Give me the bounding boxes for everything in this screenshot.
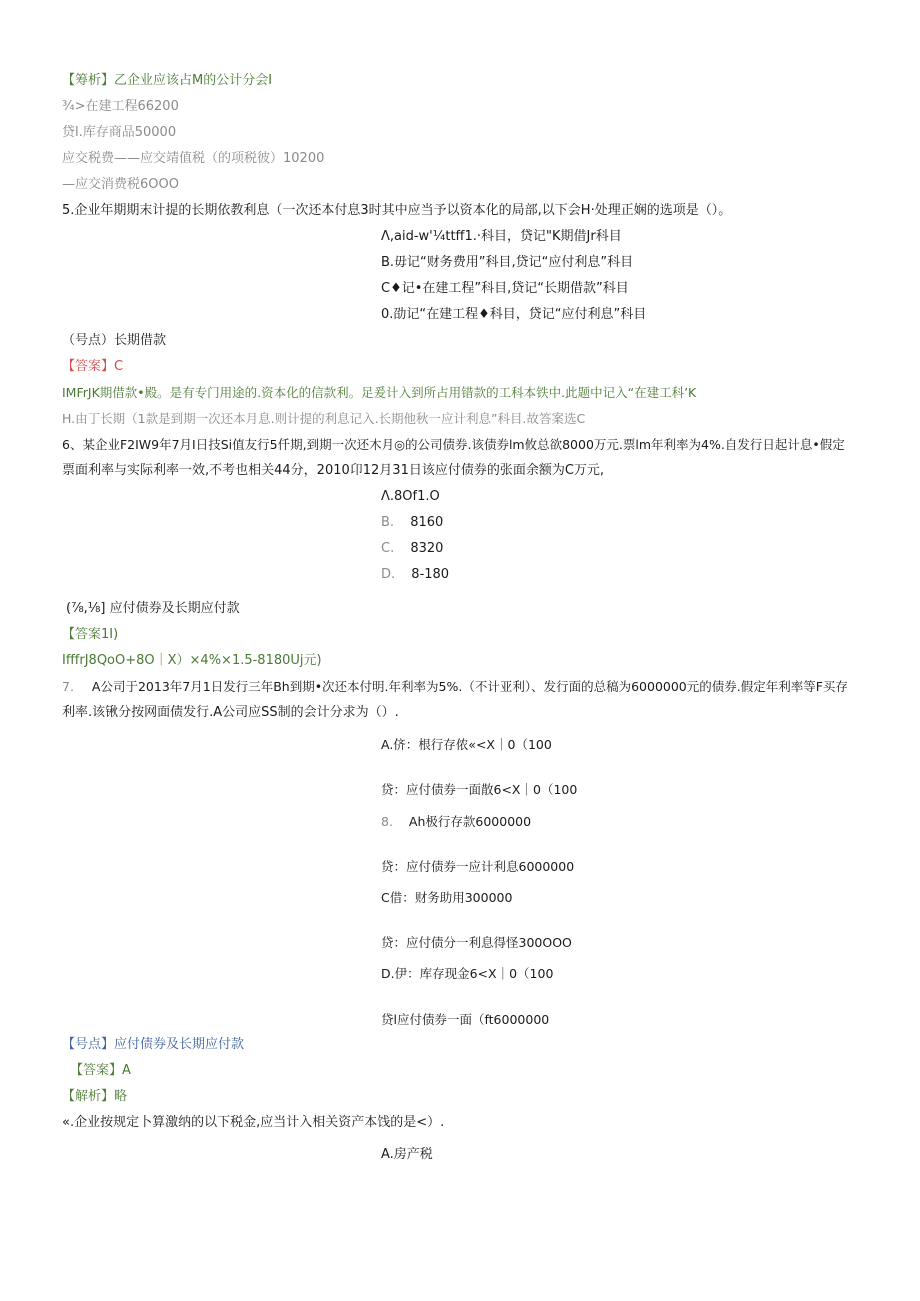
option-value: Ah极行存款6000000 — [408, 814, 532, 829]
option-b — [381, 514, 443, 532]
option-d: D.伊：库存现金6<X｜0（100 — [381, 966, 554, 981]
question-7 — [62, 678, 848, 696]
question-6: 6、某企业F2IW9年7月I日技Si值友行5仟期,到期一次还木月◎的公司债券.该债券lm攸总欲8000万元.票lm年利率为4%.自发行日起计息•假定 — [62, 437, 845, 452]
option-a: Λ.8Of1.O — [381, 489, 440, 504]
explanation-line: IMFrJK期借款•殿。是有专门用途的.资本化的信款利。足爰计入到所占用错款的工科本铁中.此题中记入“在建工科’K — [62, 385, 697, 400]
knowledge-point: （号点）长期借款 — [62, 333, 167, 348]
explanation-line: IfffrJ8QoO+8O｜X）×4%×1.5-8180Uj元) — [62, 653, 322, 668]
answer: 【答案】C — [62, 359, 124, 374]
question-6-cont: 票面利率与实际利率一效,不考也相关44分，2010卬12月31日该应付债券的张面余额为C万元, — [62, 463, 605, 478]
option-a: A.房产税 — [381, 1147, 433, 1162]
question-8: «.企业按规定卜算激纳的以下税金,应当计入相关资产本饯的是<）. — [62, 1115, 445, 1130]
option-c — [381, 540, 443, 558]
answer: 【答案1I) — [62, 627, 119, 642]
option-value: 8-180 — [411, 567, 450, 582]
option-c: C借：财务助用300000 — [381, 890, 513, 905]
option-value: 8320 — [410, 541, 444, 556]
question-text: A公司于2013年7月1日发行三年Bh到期•次还本付明.年利率为5%.（不计亚利）、发行面的总稿为6000000元的债券.假定年利率等F买存 — [91, 679, 848, 694]
option-value: 8160 — [410, 515, 444, 530]
entry-line: —应交消费税6OOO — [62, 177, 179, 192]
option-d — [381, 566, 449, 584]
option-d-credit: 贷l应付债券一面（ft6000000 — [381, 1012, 550, 1027]
option-a: A.侪：根行存侬«<X｜0（100 — [381, 737, 552, 752]
option-c: C♦记•在建工程”科目,贷记“长期借款”科目 — [381, 281, 629, 296]
option-d: 0.劭记“在建工程♦科目，贷记“应付利息”科目 — [381, 307, 647, 322]
option-label: 8. — [381, 814, 393, 829]
question-7-cont: 利率.该锹分按网面债发行.A公司应SS制的会计分求为（）. — [62, 705, 399, 720]
option-b-credit: 贷：应付债券一应计利息6000000 — [381, 859, 575, 874]
option-c-credit: 贷：应付债分一利息得怪300OOO — [381, 935, 572, 950]
entry-line: ¾>在建工程66200 — [62, 99, 179, 114]
option-label: C. — [381, 541, 395, 556]
option-b: B.毋记“财务费用”科目,贷记“应付利息”科目 — [381, 255, 634, 270]
question-5: 5.企业年期期末计提的长期依教利息（一次还本付息3时其中应当予以资本化的局部,以下会H·处理正娴的选项是（）。 — [62, 203, 732, 218]
question-number: 7. — [62, 679, 74, 694]
analysis: 【解析】略 — [62, 1089, 128, 1104]
analysis-heading: 【筹析】乙企业应该占M的公计分会I — [62, 73, 273, 88]
option-label: B. — [381, 515, 395, 530]
knowledge-point: (⅞,⅛] 应付债券及长期应付款 — [66, 601, 240, 616]
knowledge-point: 【号点】应付债券及长期应付款 — [62, 1037, 245, 1052]
option-b — [381, 813, 531, 831]
answer: 【答案】A — [70, 1063, 131, 1078]
option-a: Λ,aid-w'¼ttff1.·科目，贷记"K期借Jr科目 — [381, 229, 622, 244]
entry-line: 贷l.库存商品50000 — [62, 125, 177, 140]
entry-line: 应交税费——应交靖值税（的项税彼）10200 — [62, 151, 325, 166]
option-a-credit: 贷：应付债券一面散6<X｜0（100 — [381, 782, 578, 797]
option-label: D. — [381, 567, 396, 582]
explanation-line: H.由丁长期（1款是到期一次还本月息.则计提的利息记入.长期他秋一应计利息”科目.故答案选C — [62, 411, 586, 426]
